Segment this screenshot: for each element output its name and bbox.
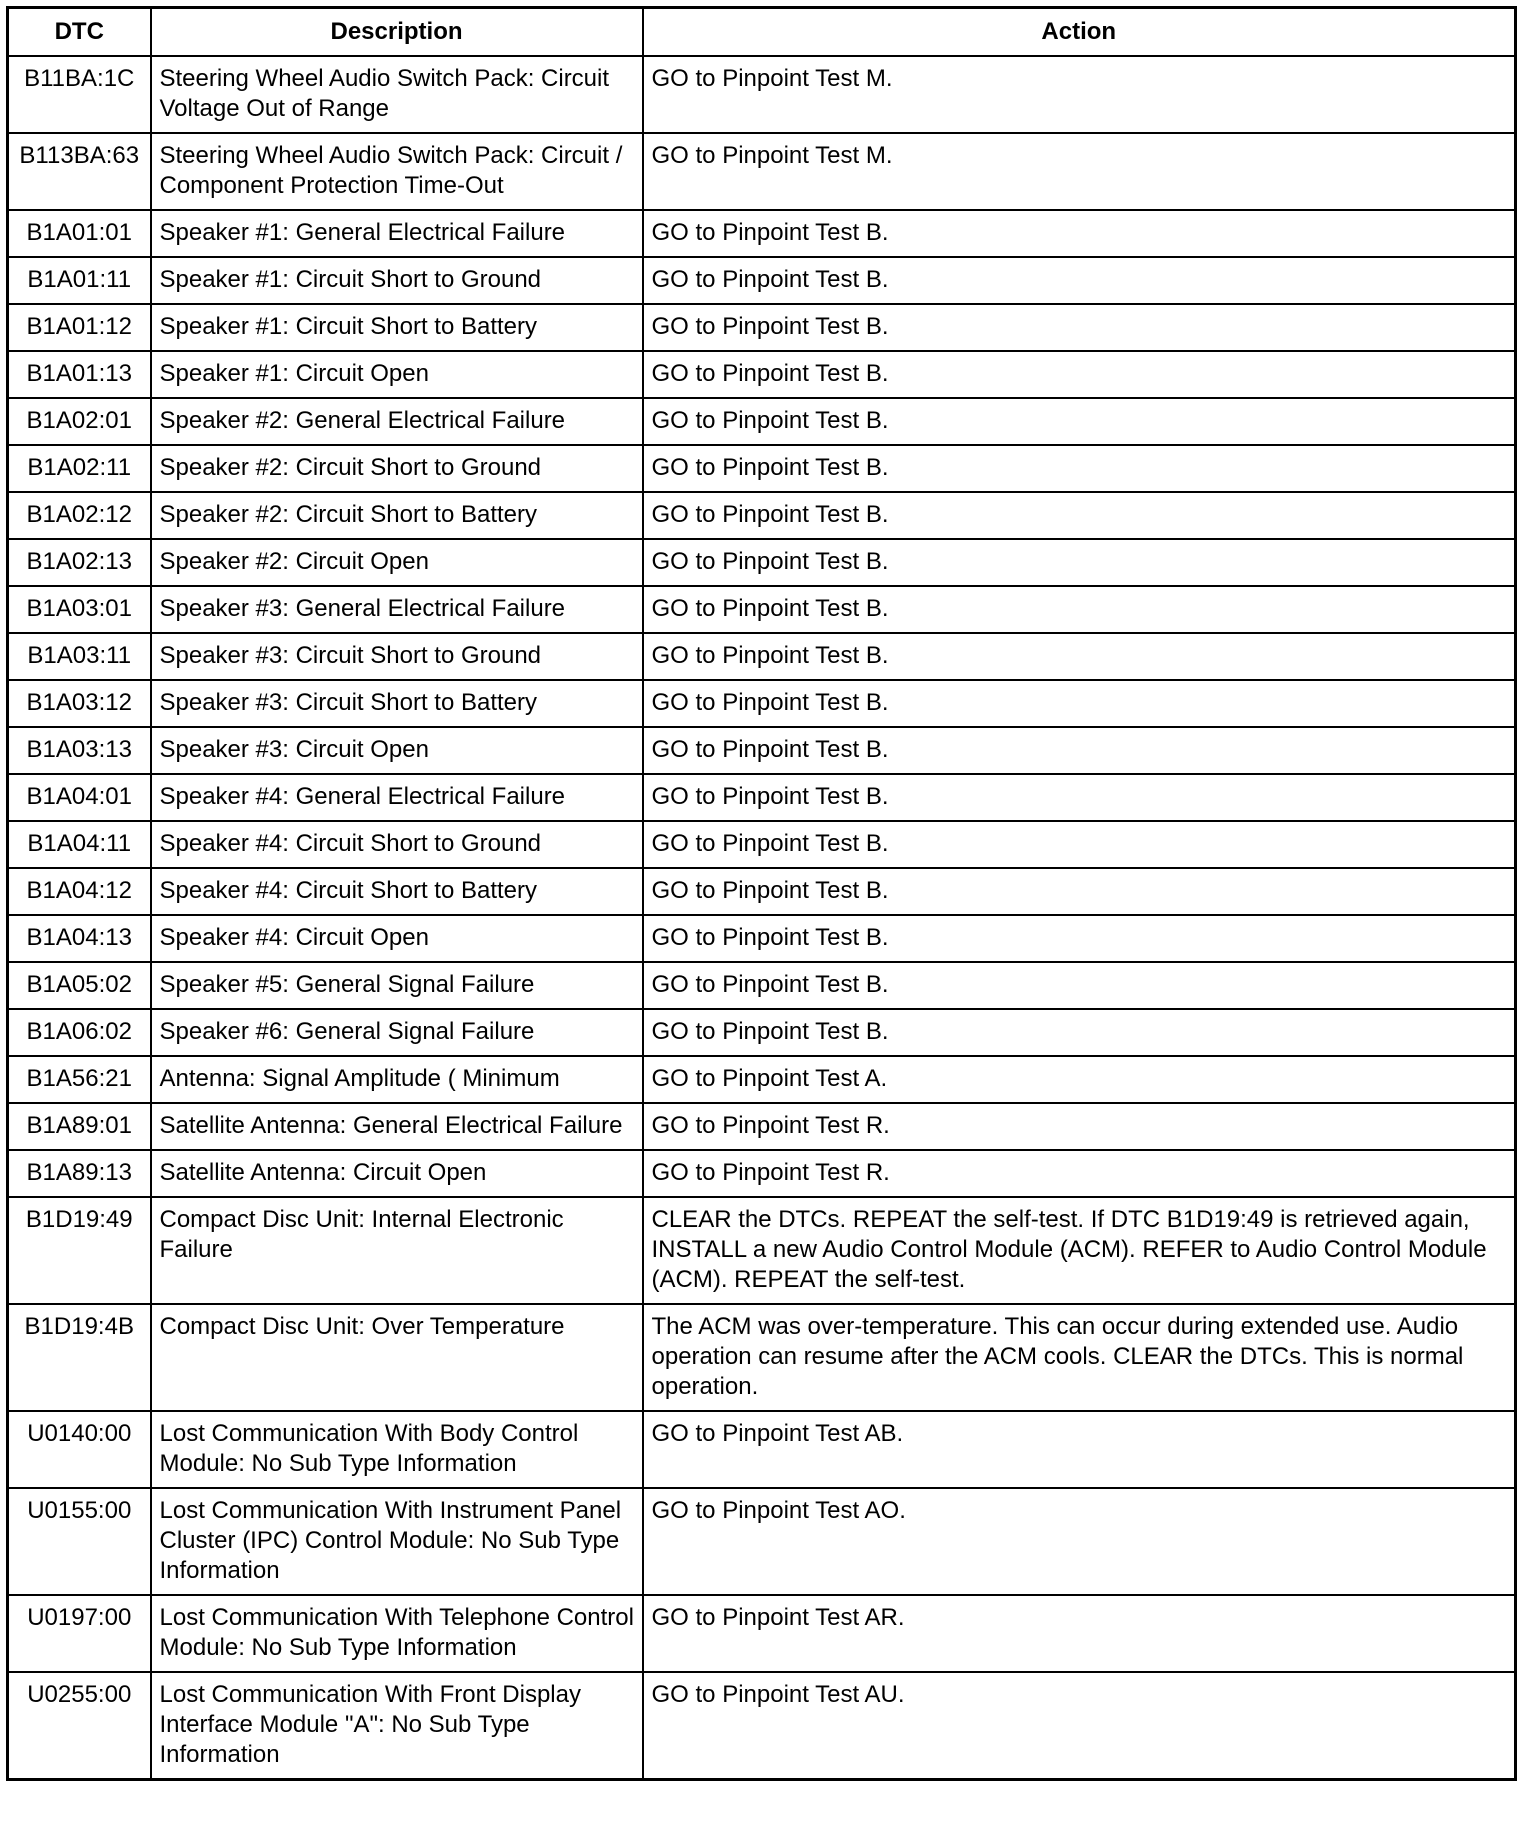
table-row — [8, 398, 1516, 445]
action-cell: GO to Pinpoint Test AU. — [643, 1672, 1516, 1780]
dtc-code-cell: B1A04:12 — [8, 868, 151, 915]
description-cell: Satellite Antenna: General Electrical Failure — [151, 1103, 643, 1150]
action-cell: The ACM was over-temperature. This can occur during extended use. Audio operation can resume after the ACM cools. CLEAR the DTCs. This is normal operation. — [643, 1304, 1516, 1411]
table-row — [8, 962, 1516, 1009]
table-row — [8, 257, 1516, 304]
description-cell: Lost Communication With Front Display Interface Module "A": No Sub Type Information — [151, 1672, 643, 1780]
action-cell: GO to Pinpoint Test B. — [643, 398, 1516, 445]
dtc-code-cell: B1A01:12 — [8, 304, 151, 351]
action-cell: GO to Pinpoint Test R. — [643, 1103, 1516, 1150]
dtc-code-cell: B1A01:13 — [8, 351, 151, 398]
action-cell: GO to Pinpoint Test R. — [643, 1150, 1516, 1197]
action-cell: GO to Pinpoint Test B. — [643, 915, 1516, 962]
description-cell: Speaker #3: Circuit Short to Battery — [151, 680, 643, 727]
description-cell: Speaker #2: Circuit Short to Battery — [151, 492, 643, 539]
table-row — [8, 1056, 1516, 1103]
dtc-code-cell: B1A01:01 — [8, 210, 151, 257]
dtc-code-cell: B1A04:13 — [8, 915, 151, 962]
table-row — [8, 56, 1516, 133]
description-cell: Satellite Antenna: Circuit Open — [151, 1150, 643, 1197]
description-cell: Speaker #5: General Signal Failure — [151, 962, 643, 1009]
action-cell: GO to Pinpoint Test B. — [643, 680, 1516, 727]
header-row — [8, 8, 1516, 57]
header-action: Action — [643, 8, 1516, 57]
description-cell: Speaker #2: Circuit Short to Ground — [151, 445, 643, 492]
dtc-code-cell: B1D19:49 — [8, 1197, 151, 1304]
action-cell: GO to Pinpoint Test B. — [643, 633, 1516, 680]
description-cell: Speaker #2: Circuit Open — [151, 539, 643, 586]
table-row — [8, 445, 1516, 492]
dtc-code-cell: B1A01:11 — [8, 257, 151, 304]
description-cell: Speaker #4: Circuit Open — [151, 915, 643, 962]
header-description: Description — [151, 8, 643, 57]
description-cell: Lost Communication With Body Control Module: No Sub Type Information — [151, 1411, 643, 1488]
action-cell: GO to Pinpoint Test B. — [643, 351, 1516, 398]
action-cell: GO to Pinpoint Test B. — [643, 821, 1516, 868]
description-cell: Speaker #4: Circuit Short to Ground — [151, 821, 643, 868]
table-row — [8, 1488, 1516, 1595]
dtc-code-cell: B11BA:1C — [8, 56, 151, 133]
description-cell: Speaker #1: Circuit Open — [151, 351, 643, 398]
action-cell: CLEAR the DTCs. REPEAT the self-test. If DTC B1D19:49 is retrieved again, INSTALL a new Audio Control Module (ACM). REFER to Audio Control Module (ACM). REPEAT the self-test. — [643, 1197, 1516, 1304]
header-dtc: DTC — [8, 8, 151, 57]
action-cell: GO to Pinpoint Test AR. — [643, 1595, 1516, 1672]
dtc-code-cell: B113BA:63 — [8, 133, 151, 210]
description-cell: Speaker #3: Circuit Short to Ground — [151, 633, 643, 680]
table-row — [8, 774, 1516, 821]
table-header — [8, 8, 1516, 57]
description-cell: Speaker #1: Circuit Short to Battery — [151, 304, 643, 351]
table-row — [8, 633, 1516, 680]
action-cell: GO to Pinpoint Test M. — [643, 56, 1516, 133]
dtc-code-cell: B1A02:12 — [8, 492, 151, 539]
table-row — [8, 915, 1516, 962]
dtc-code-cell: B1A03:13 — [8, 727, 151, 774]
action-cell: GO to Pinpoint Test B. — [643, 492, 1516, 539]
table-row — [8, 586, 1516, 633]
dtc-code-cell: U0140:00 — [8, 1411, 151, 1488]
action-cell: GO to Pinpoint Test AO. — [643, 1488, 1516, 1595]
description-cell: Speaker #6: General Signal Failure — [151, 1009, 643, 1056]
table-row — [8, 210, 1516, 257]
action-cell: GO to Pinpoint Test B. — [643, 1009, 1516, 1056]
dtc-code-cell: B1A89:01 — [8, 1103, 151, 1150]
table-row — [8, 492, 1516, 539]
description-cell: Speaker #2: General Electrical Failure — [151, 398, 643, 445]
table-body — [8, 56, 1516, 1780]
table-row — [8, 868, 1516, 915]
action-cell: GO to Pinpoint Test B. — [643, 868, 1516, 915]
dtc-code-cell: U0197:00 — [8, 1595, 151, 1672]
table-row — [8, 1103, 1516, 1150]
table-row — [8, 821, 1516, 868]
description-cell: Speaker #3: General Electrical Failure — [151, 586, 643, 633]
action-cell: GO to Pinpoint Test M. — [643, 133, 1516, 210]
action-cell: GO to Pinpoint Test B. — [643, 774, 1516, 821]
dtc-code-cell: U0155:00 — [8, 1488, 151, 1595]
action-cell: GO to Pinpoint Test B. — [643, 539, 1516, 586]
action-cell: GO to Pinpoint Test B. — [643, 445, 1516, 492]
description-cell: Compact Disc Unit: Internal Electronic Failure — [151, 1197, 643, 1304]
dtc-code-cell: B1A05:02 — [8, 962, 151, 1009]
dtc-code-cell: B1A02:11 — [8, 445, 151, 492]
table-row — [8, 1009, 1516, 1056]
table-row — [8, 680, 1516, 727]
table-row — [8, 1150, 1516, 1197]
action-cell: GO to Pinpoint Test B. — [643, 962, 1516, 1009]
table-row — [8, 1595, 1516, 1672]
table-row — [8, 351, 1516, 398]
description-cell: Steering Wheel Audio Switch Pack: Circuit / Component Protection Time-Out — [151, 133, 643, 210]
action-cell: GO to Pinpoint Test B. — [643, 727, 1516, 774]
description-cell: Lost Communication With Telephone Control Module: No Sub Type Information — [151, 1595, 643, 1672]
action-cell: GO to Pinpoint Test B. — [643, 257, 1516, 304]
dtc-code-cell: B1D19:4B — [8, 1304, 151, 1411]
table-row — [8, 727, 1516, 774]
dtc-code-cell: B1A02:01 — [8, 398, 151, 445]
table-row — [8, 539, 1516, 586]
dtc-code-cell: B1A04:11 — [8, 821, 151, 868]
table-row — [8, 1672, 1516, 1780]
dtc-table — [6, 6, 1517, 1781]
description-cell: Steering Wheel Audio Switch Pack: Circuit Voltage Out of Range — [151, 56, 643, 133]
description-cell: Speaker #3: Circuit Open — [151, 727, 643, 774]
dtc-code-cell: B1A03:01 — [8, 586, 151, 633]
table-row — [8, 1304, 1516, 1411]
dtc-code-cell: B1A06:02 — [8, 1009, 151, 1056]
table-row — [8, 1411, 1516, 1488]
table-row — [8, 1197, 1516, 1304]
description-cell: Speaker #4: Circuit Short to Battery — [151, 868, 643, 915]
action-cell: GO to Pinpoint Test B. — [643, 210, 1516, 257]
dtc-code-cell: B1A03:11 — [8, 633, 151, 680]
action-cell: GO to Pinpoint Test AB. — [643, 1411, 1516, 1488]
action-cell: GO to Pinpoint Test B. — [643, 586, 1516, 633]
action-cell: GO to Pinpoint Test B. — [643, 304, 1516, 351]
table-row — [8, 304, 1516, 351]
dtc-code-cell: B1A04:01 — [8, 774, 151, 821]
dtc-code-cell: B1A02:13 — [8, 539, 151, 586]
description-cell: Speaker #1: General Electrical Failure — [151, 210, 643, 257]
action-cell: GO to Pinpoint Test A. — [643, 1056, 1516, 1103]
dtc-code-cell: B1A56:21 — [8, 1056, 151, 1103]
description-cell: Compact Disc Unit: Over Temperature — [151, 1304, 643, 1411]
description-cell: Antenna: Signal Amplitude ( Minimum — [151, 1056, 643, 1103]
dtc-code-cell: B1A89:13 — [8, 1150, 151, 1197]
dtc-code-cell: B1A03:12 — [8, 680, 151, 727]
description-cell: Speaker #1: Circuit Short to Ground — [151, 257, 643, 304]
dtc-code-cell: U0255:00 — [8, 1672, 151, 1780]
description-cell: Speaker #4: General Electrical Failure — [151, 774, 643, 821]
table-row — [8, 133, 1516, 210]
description-cell: Lost Communication With Instrument Panel Cluster (IPC) Control Module: No Sub Type Information — [151, 1488, 643, 1595]
